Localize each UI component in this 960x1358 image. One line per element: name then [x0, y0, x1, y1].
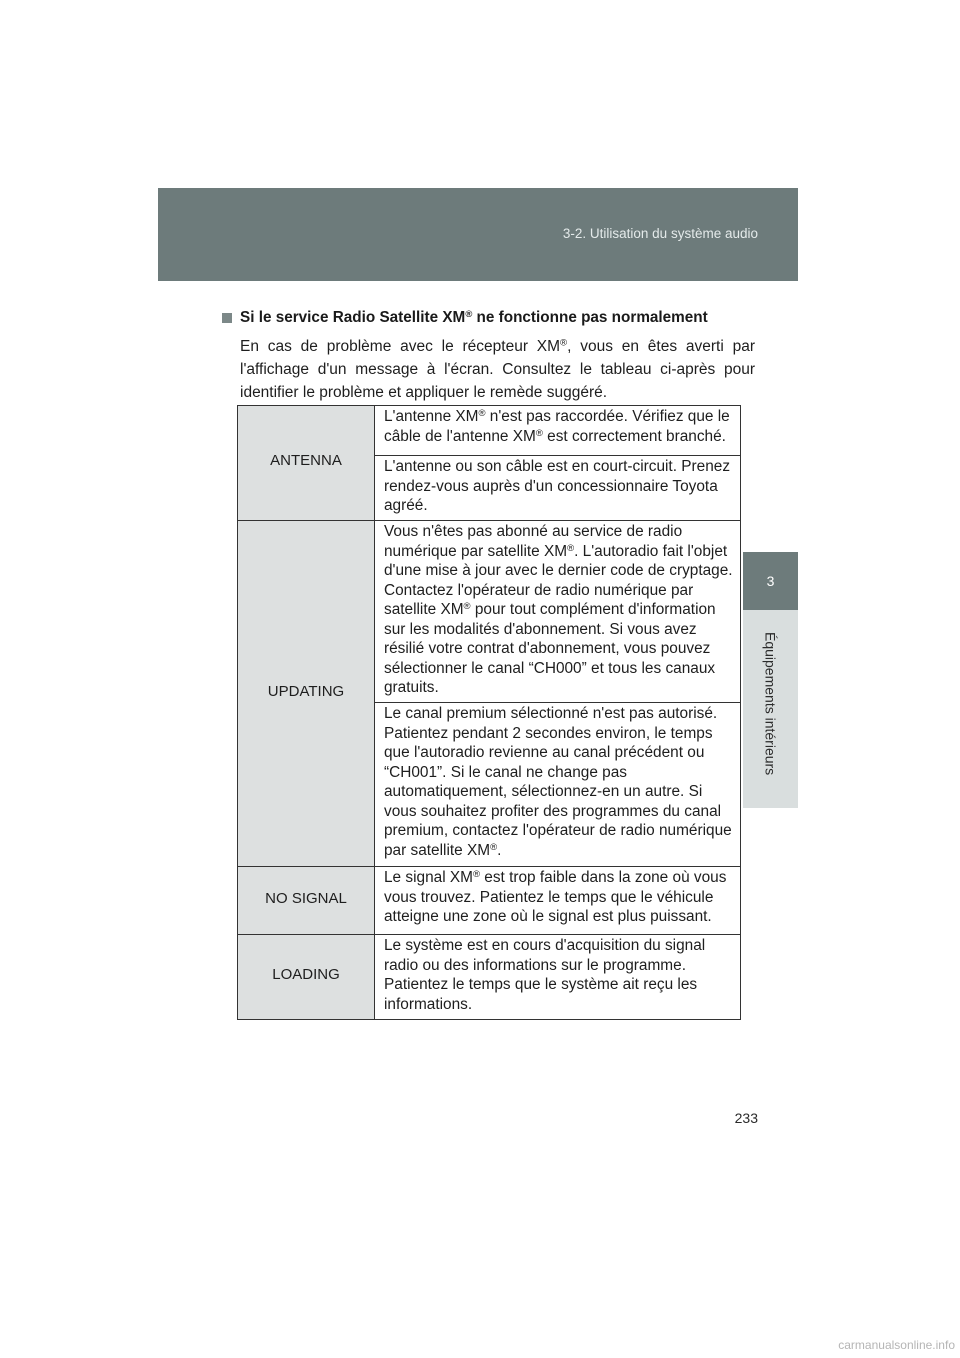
remedy-line: vous souhaitez profiter des programmes du canal: [384, 802, 722, 820]
remedy-line: agréé.: [384, 497, 428, 514]
remedy-line: d'une mise à jour avec le dernier code de cryptage.: [384, 562, 733, 579]
remedy-line: Le canal premium sélectionné n'est pas autorisé.: [384, 705, 718, 722]
table-row-loading: [238, 935, 740, 1019]
remedy-line: L'antenne XM® n'est pas raccordée. Vérifiez que le: [384, 407, 730, 425]
intro-line: En cas de problème avec le récepteur XM®, vous en êtes averti par: [240, 337, 755, 355]
intro-line: l'affichage d'un message à l'écran. Consultez le tableau ci-après pour: [240, 361, 755, 378]
remedy-line: câble de l'antenne XM® est correctement branché.: [384, 427, 726, 445]
chapter-title: Équipements intérieurs: [762, 632, 779, 776]
remedy-line: Le signal XM® est trop faible dans la zone où vous: [384, 868, 727, 886]
remedy-cell: [375, 456, 740, 520]
remedy-cell: [375, 935, 740, 1019]
remedy-line: résilié votre contrat d'abonnement, vous pouvez: [384, 640, 711, 657]
message-label-no-signal: NO SIGNAL: [238, 867, 375, 934]
remedy-line: Vous n'êtes pas abonné au service de radio: [384, 523, 683, 540]
remedy-line: Contactez l'opérateur de radio numérique par: [384, 581, 694, 599]
remedy-line: par satellite XM®.: [384, 841, 502, 859]
section-header-band: [158, 188, 798, 281]
remedy-line: gratuits.: [384, 679, 439, 696]
remedy-line: sélectionner le canal “CH000” et tous les canaux: [384, 659, 716, 677]
intro-line: identifier le problème et appliquer le remède suggéré.: [240, 384, 608, 401]
section-title: 3-2. Utilisation du système audio: [562, 226, 758, 241]
page-number: 233: [734, 1110, 758, 1126]
remedy-line: radio ou des informations sur le programme.: [384, 956, 686, 974]
remedy-line: Le système est en cours d'acquisition du signal: [384, 937, 706, 954]
remedy-line: sur les modalités d'abonnement. Si vous avez: [384, 620, 697, 638]
remedy-cell: [375, 406, 740, 456]
remedy-cell: [375, 867, 740, 934]
remedy-line: rendez-vous auprès d'un concessionnaire Toyota: [384, 477, 718, 495]
intro-paragraph: [240, 335, 755, 404]
chapter-tab-number: [743, 552, 798, 610]
watermark: carmanualsonline.info: [838, 1338, 955, 1352]
chapter-number: 3: [766, 573, 775, 589]
message-table: [237, 405, 741, 1020]
remedy-line: atteigne une zone où le signal est plus puissant.: [384, 908, 712, 925]
table-row-no-signal: [238, 867, 740, 935]
square-bullet-icon: [222, 313, 232, 323]
remedy-line: informations.: [384, 995, 473, 1013]
remedy-cells: [375, 867, 740, 934]
remedy-cells: [375, 521, 740, 866]
remedy-line: Patientez le temps que le système ait reçu les: [384, 976, 698, 993]
message-label-loading: LOADING: [238, 935, 375, 1019]
remedy-line: “CH001”. Si le canal ne change pas: [384, 763, 627, 781]
remedy-line: L'antenne ou son câble est en court-circuit. Prenez: [384, 458, 731, 475]
table-row-updating: [238, 521, 740, 867]
remedy-cell: [375, 521, 740, 703]
remedy-cell: [375, 703, 740, 866]
section-heading: Si le service Radio Satellite XM® ne fonctionne pas normalement: [240, 308, 708, 326]
remedy-cells: [375, 406, 740, 520]
table-row-antenna: [238, 406, 740, 521]
remedy-line: vous trouvez. Patientez le temps que le véhicule: [384, 888, 714, 906]
chapter-tab-strip: [743, 610, 798, 808]
remedy-line: satellite XM® pour tout complément d'information: [384, 600, 716, 618]
remedy-line: automatiquement, sélectionnez-en un autre. Si: [384, 783, 703, 800]
remedy-cells: [375, 935, 740, 1019]
remedy-line: premium, contactez l'opérateur de radio numérique: [384, 822, 732, 839]
remedy-line: numérique par satellite XM®. L'autoradio fait l'objet: [384, 542, 728, 560]
remedy-line: que l'autoradio revienne au canal précédent ou: [384, 744, 705, 761]
remedy-line: Patientez pendant 2 secondes environ, le temps: [384, 724, 713, 742]
message-label-antenna: ANTENNA: [238, 406, 375, 520]
message-label-updating: UPDATING: [238, 521, 375, 866]
